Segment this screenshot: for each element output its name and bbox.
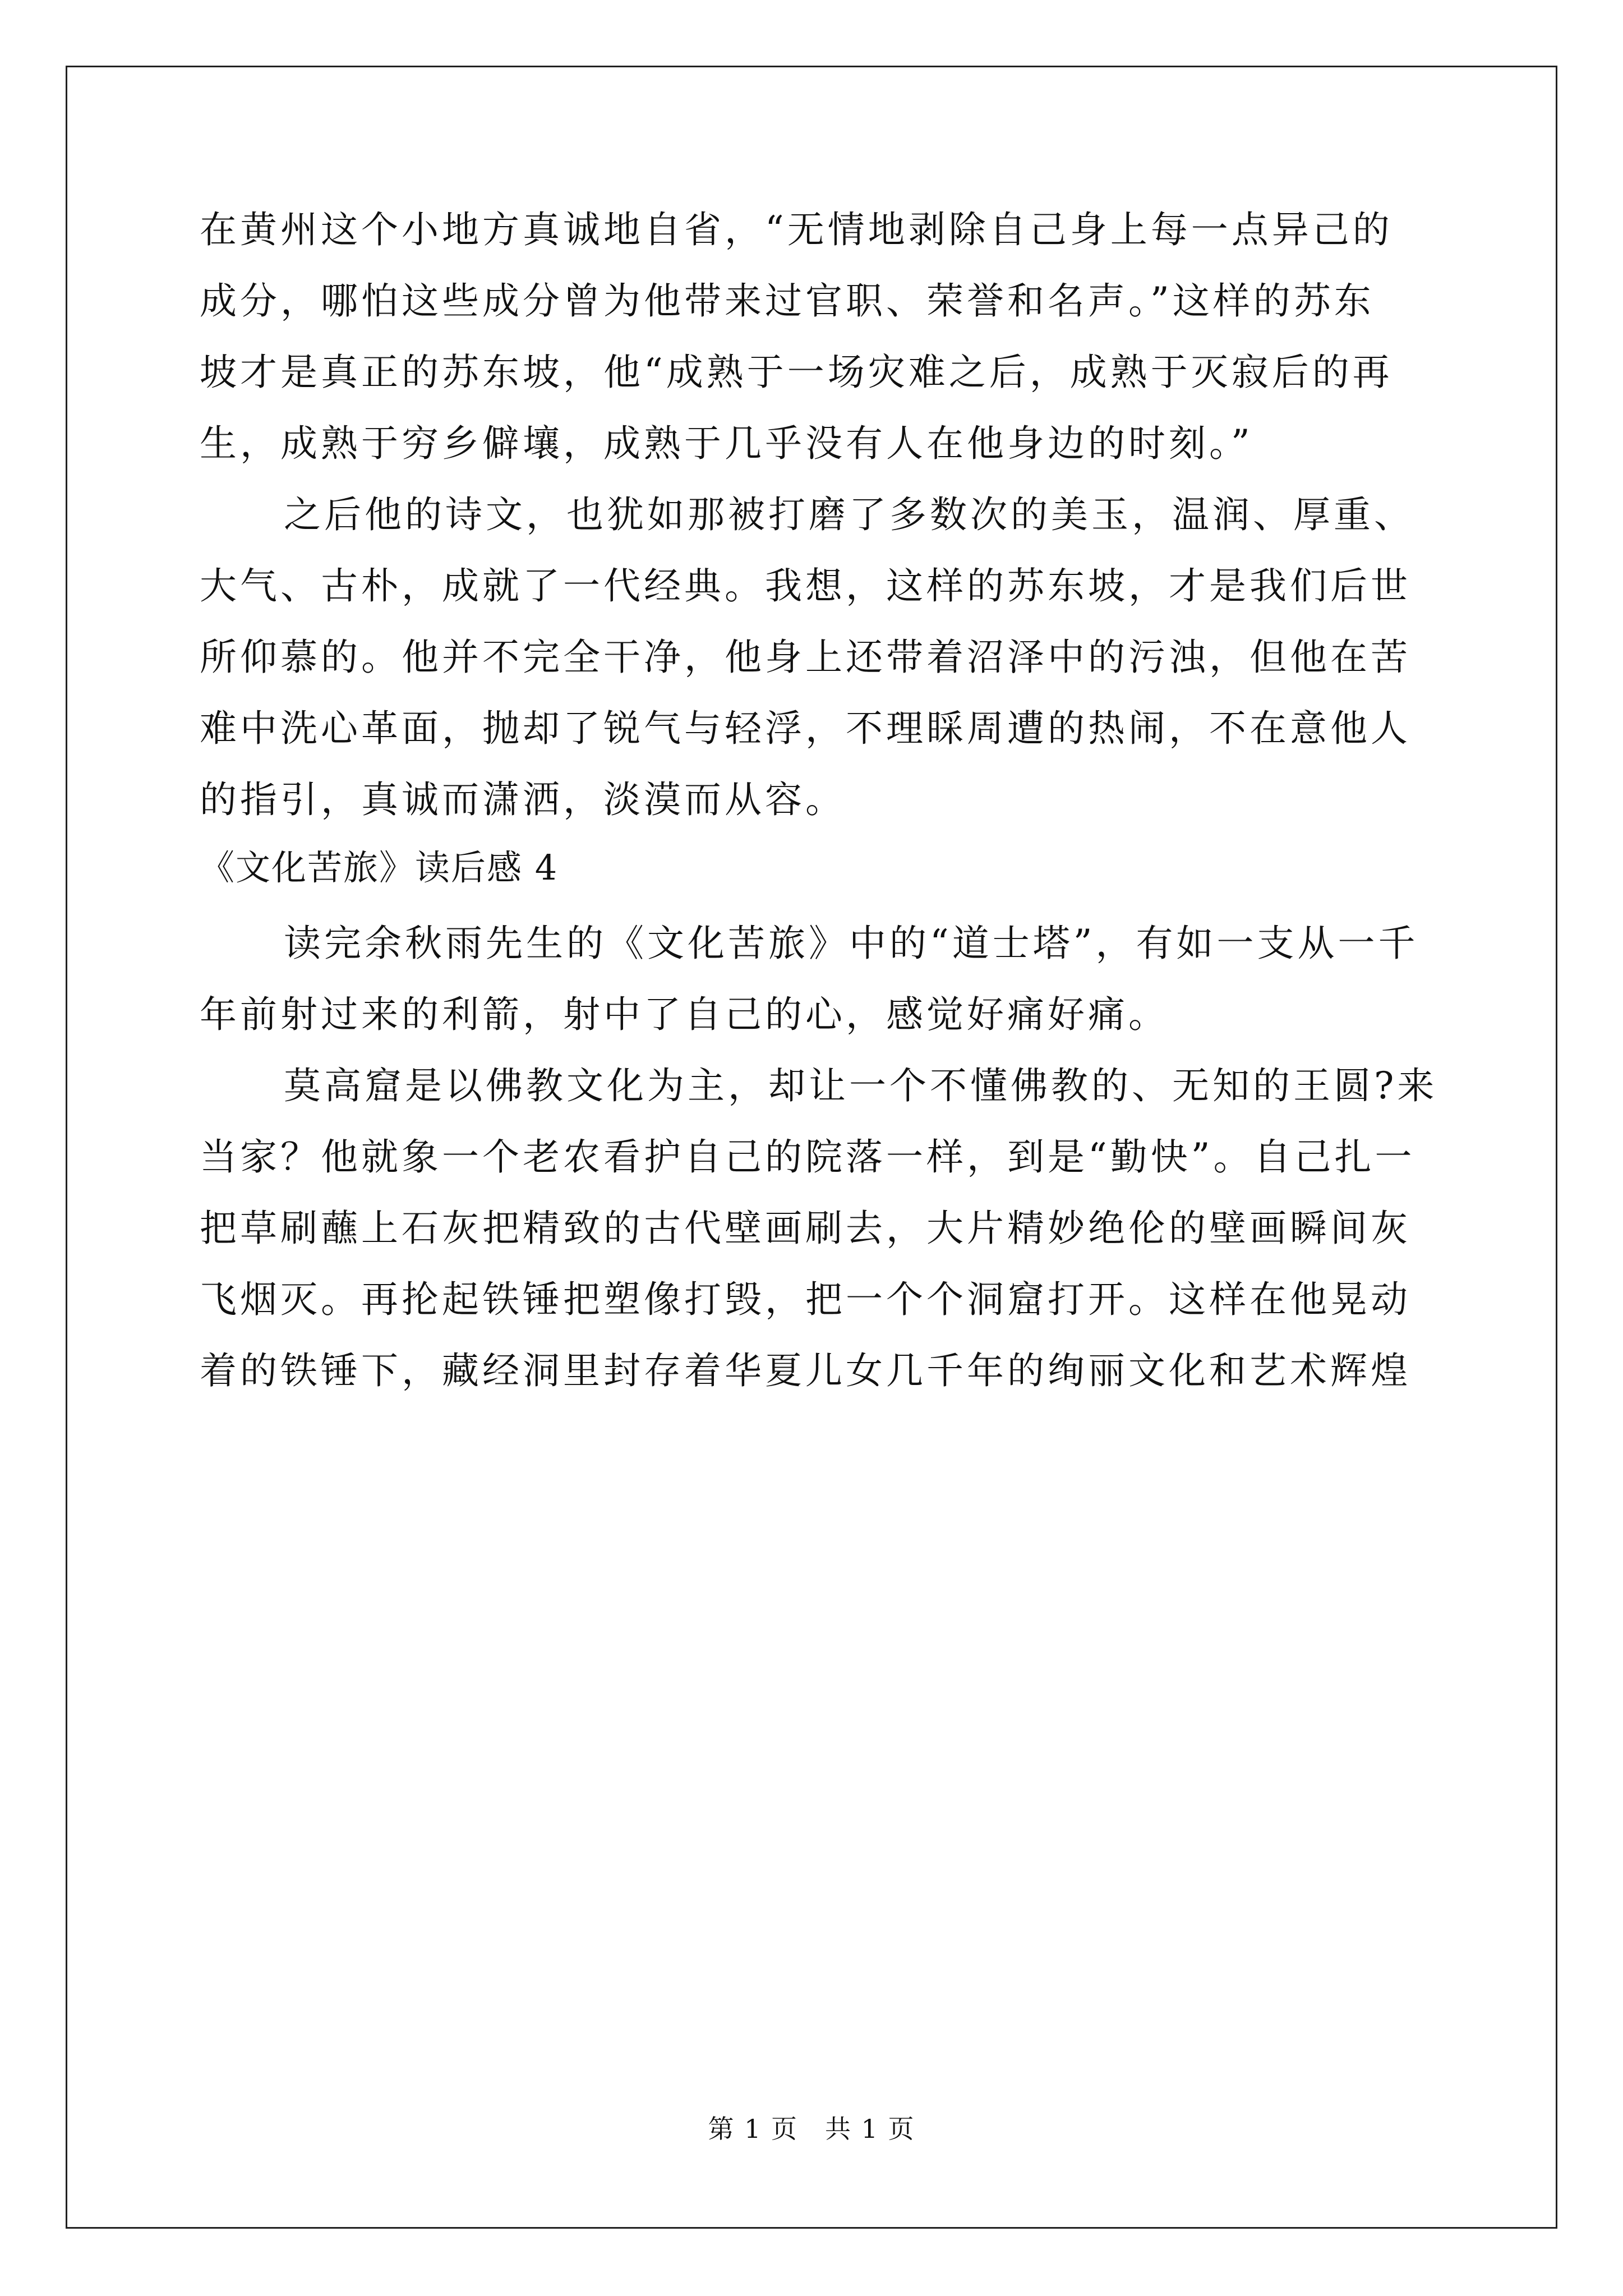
text-line: 大气、古朴，成就了一代经典。我想，这样的苏东坡，才是我们后世 (200, 564, 1411, 608)
text-line: 成分，哪怕这些成分曾为他带来过官职、荣誉和名声。”这样的苏东 (200, 279, 1375, 323)
text-line: 所仰慕的。他并不完全干净，他身上还带着沼泽中的污浊，但他在苦 (200, 636, 1411, 679)
text-line: 在黄州这个小地方真诚地自省，“无情地剥除自己身上每一点异己的 (200, 208, 1393, 251)
text-line: 难中洗心革面，抛却了锐气与轻浮，不理睬周遭的热闹，不在意他人 (200, 707, 1411, 750)
page-number: 第 1 页 共 1 页 (708, 2114, 915, 2144)
text-line: 当家？他就象一个老农看护自己的院落一样，到是“勤快”。自己扎一 (200, 1135, 1415, 1179)
text-line: 把草刷蘸上石灰把精致的古代壁画刷去，大片精妙绝伦的壁画瞬间灰 (200, 1207, 1411, 1250)
text-line: 生，成熟于穷乡僻壤，成熟于几乎没有人在他身边的时刻。” (200, 422, 1253, 465)
text-line: 着的铁锤下，藏经洞里封存着华夏儿女几千年的绚丽文化和艺术辉煌 (200, 1349, 1411, 1392)
text-line: 年前射过来的利箭，射中了自己的心，感觉好痛好痛。 (200, 993, 1169, 1036)
text-line: 读完余秋雨先生的《文化苦旅》中的“道士塔”，有如一支从一千 (284, 922, 1419, 965)
text-line: 莫高窟是以佛教文化为主，却让一个不懂佛教的、无知的王圆?来 (284, 1064, 1438, 1107)
text-line: 之后他的诗文，也犹如那被打磨了多数次的美玉，温润、厚重、 (284, 493, 1414, 536)
section-heading: 《文化苦旅》读后感 4 (200, 847, 559, 888)
text-line: 的指引，真诚而潇洒，淡漠而从容。 (200, 778, 846, 821)
text-line: 坡才是真正的苏东坡，他“成熟于一场灾难之后，成熟于灭寂后的再 (200, 351, 1393, 394)
text-line: 飞烟灭。再抡起铁锤把塑像打毁，把一个个洞窟打开。这样在他晃动 (200, 1278, 1411, 1321)
